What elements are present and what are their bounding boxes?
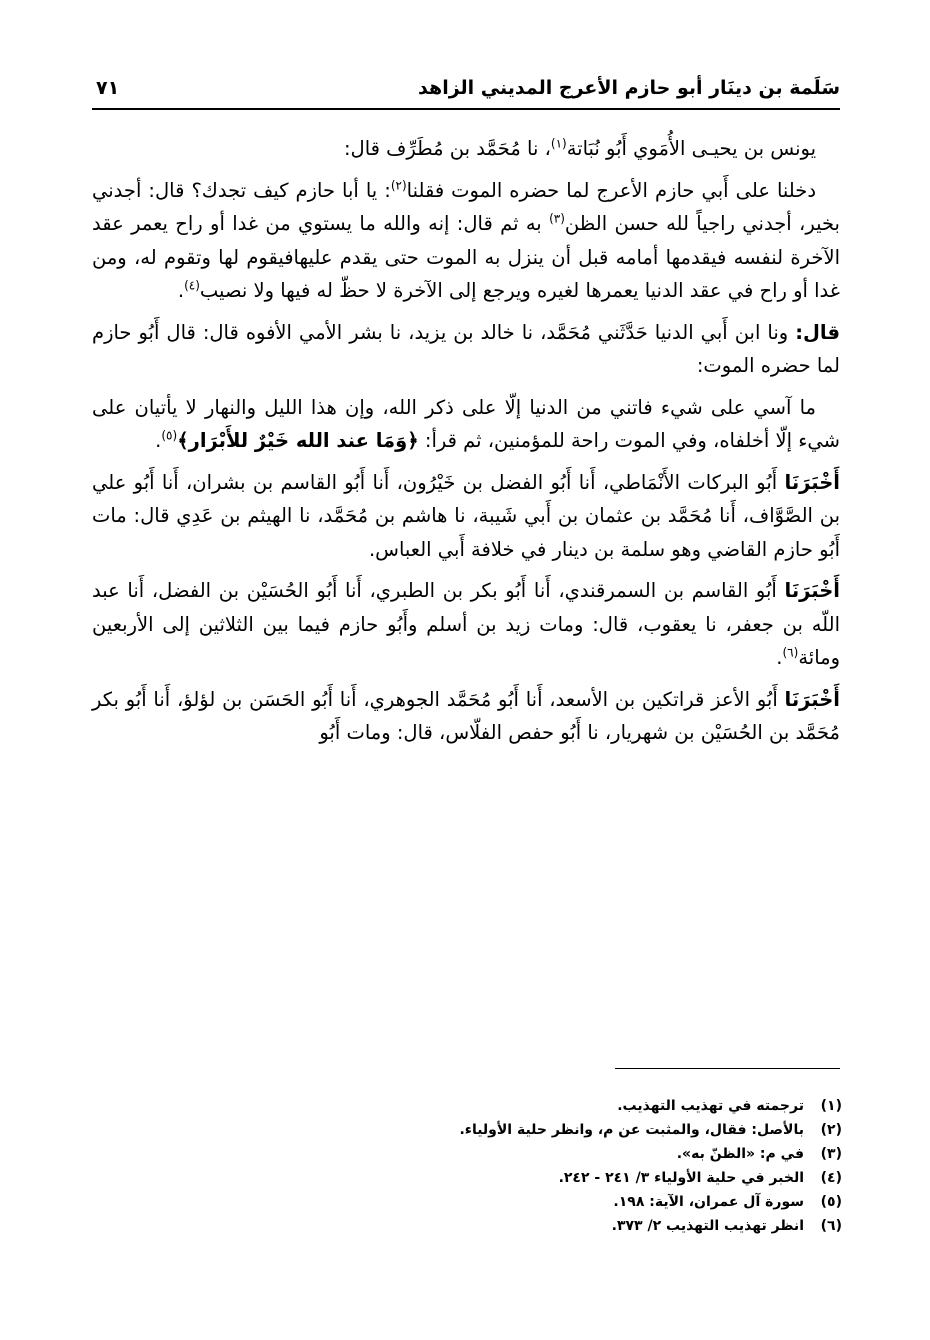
- footnote-text: ترجمته في تهذيب التهذيب.: [617, 1098, 804, 1114]
- paragraph-text: .: [155, 429, 162, 452]
- paragraph-text: : يا أبا حازم كيف تجدك؟ قال: أجدني بخير، أجدني راجياً لله حسن الظن: [92, 178, 840, 235]
- main-text: [92, 132, 840, 758]
- footnote-ref: (٣): [549, 211, 565, 226]
- paragraph-text: .: [177, 279, 185, 302]
- paragraph-text: به ثم قال: إنه والله ما يستوي من غدا أو راح يعمر عقد الآخرة لنفسه فيقدمها أمامه قبل أن ينزل به الموت حتى يقدم عليهافيقوم لها وتقوم له، ومن غدا أو راح في عقد الدنيا يعمرها لغيره ويرجع إلى الآخرة لا حظّ له فيها ولا نصيب: [92, 212, 840, 302]
- footnote-text: انظر تهذيب التهذيب ٢/ ٣٧٣.: [611, 1218, 804, 1234]
- paragraph-text: .: [776, 646, 783, 669]
- paragraph-lead: أَخْبَرَنَا: [784, 470, 840, 494]
- paragraph-text: دخلنا على أَبي حازم الأعرج لما حضره الموت فقلنا: [406, 178, 817, 202]
- paragraph-text: ما آسي على شيء فاتني من الدنيا إلّا على ذكر الله، وإن هذا الليل والنهار لا يأتيان على شيء إلّا أخلفاه، وفي الموت راحة للمؤمنين، ثم قرأ:: [92, 395, 840, 452]
- footnote-number: (٤): [820, 1170, 842, 1186]
- paragraph-text: ونا ابن أَبي الدنيا حَدَّثَني مُحَمَّد، نا خالد بن يزيد، نا بشر الأمي الأفوه قال: قال أَبُو حازم لما حضره الموت:: [92, 320, 840, 377]
- running-head: سَلَمة بن دينَار أبو حازم الأعرج المديني الزاهد: [418, 77, 840, 99]
- paragraph-lead: أَخْبَرَنَا: [784, 687, 840, 711]
- footnote-ref: (٥): [161, 428, 178, 443]
- footnote-item: [102, 1190, 842, 1214]
- paragraph-lead: قال:: [795, 320, 840, 344]
- footnote-text: الخبر في حلية الأولياء ٣/ ٢٤١ - ٢٤٢.: [558, 1170, 804, 1186]
- footnote-number: (١): [820, 1098, 842, 1114]
- footnote-ref: (٦): [782, 645, 799, 660]
- footnote-item: [102, 1118, 842, 1142]
- footnote-item: [102, 1214, 842, 1238]
- paragraph-text: أَبُو الأعز قراتكين بن الأسعد، أَنا أَبُو مُحَمَّد الجوهري، أَنا أَبُو الحَسَن بن لؤلؤ، أَنا أَبُو بكر مُحَمَّد بن الحُسَيْن بن شهريار، نا أَبُو حفص الفلّاس، قال: ومات أَبُو: [92, 687, 840, 744]
- footnote-text: سورة آل عمران، الآية: ١٩٨.: [613, 1194, 804, 1210]
- paragraph-text: أَبُو البركات الأَنْمَاطي، أَنا أَبُو الفضل بن خَيْرُون، أَنا أَبُو القاسم بن بشران، أَنا أَبُو علي بن الصَّوَّاف، أَنا مُحَمَّد بن عثمان بن أَبي شَيبة، نا هاشم بن مُحَمَّد، نا الهيثم بن عَدِي قال: مات أَبُو حازم القاضي وهو سلمة بن دينار في خلافة أَبي العباس.: [92, 470, 840, 561]
- page-number: ٧١: [96, 77, 120, 99]
- header-rule: [92, 108, 840, 110]
- footnote-ref: (٤): [184, 278, 200, 293]
- footnotes: [102, 1094, 842, 1238]
- footnote-number: (٣): [820, 1146, 842, 1162]
- footnote-number: (٦): [820, 1218, 842, 1234]
- quran-verse: ﴿وَمَا عند الله خَيْرٌ للأَبْرَار﴾: [177, 429, 419, 452]
- footnote-number: (٥): [820, 1194, 842, 1210]
- footnote-item: [102, 1142, 842, 1166]
- paragraph: [92, 316, 840, 383]
- footnote-text: في م: «الظنّ به».: [676, 1146, 804, 1162]
- footnote-ref: (١): [550, 136, 567, 151]
- footnote-text: بالأصل: فقال، والمثبت عن م، وانظر حلية الأولياء.: [459, 1122, 804, 1138]
- paragraph-text: يونس بن يحيـى الأُمَوي أَبُو نُبَاتة: [566, 137, 816, 160]
- paragraph-text: أَبُو القاسم بن السمرقندي، أَنا أَبُو بكر بن الطبري، أَنا أَبُو الحُسَيْن بن الفضل، أَنا عبد اللّه بن جعفر، نا يعقوب، قال: ومات زيد بن أسلم وأَبُو حازم فيما بين الثلاثين إلى الأربعين ومائة: [92, 579, 840, 669]
- paragraph: [92, 574, 840, 675]
- paragraph-lead: أَخْبَرَنَا: [784, 579, 840, 602]
- footnote-ref: (٢): [390, 178, 407, 192]
- footnote-number: (٢): [820, 1122, 842, 1138]
- paragraph: [92, 466, 840, 567]
- paragraph: [92, 174, 840, 308]
- page-header: [92, 70, 840, 106]
- footnote-item: [102, 1094, 842, 1118]
- paragraph: [92, 683, 840, 750]
- paragraph: [92, 132, 840, 166]
- footnote-item: [102, 1166, 842, 1190]
- paragraph-text: ، نا مُحَمَّد بن مُطَرِّف قال:: [343, 137, 551, 160]
- footnote-rule: [615, 1068, 840, 1069]
- paragraph: [92, 391, 840, 458]
